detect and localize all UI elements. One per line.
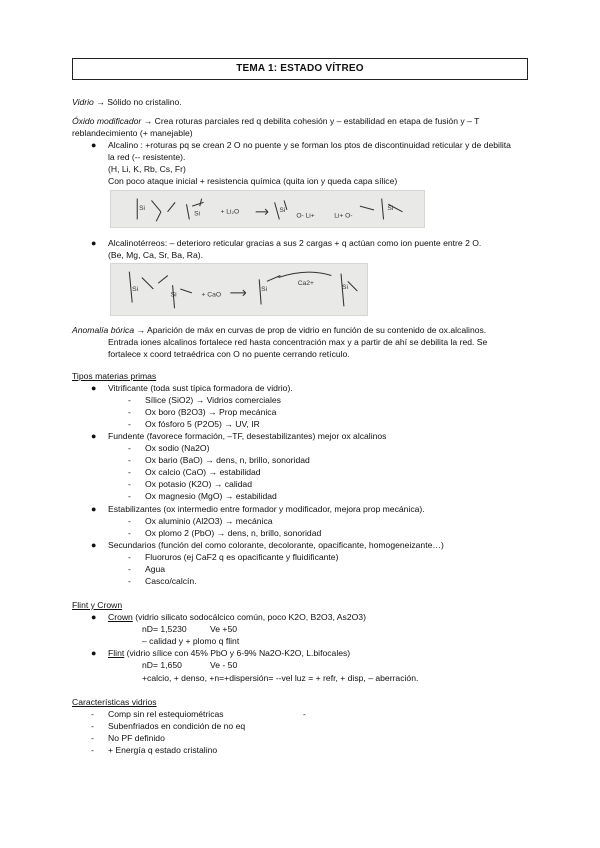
tipos-heading: Tipos materias primas bbox=[72, 371, 157, 381]
flint-line bbox=[108, 648, 350, 660]
vidrio-def: → Sólido no cristalino. bbox=[93, 97, 182, 107]
diagram1-label-e: O- Li+ bbox=[296, 212, 315, 220]
dash-marker: - bbox=[128, 455, 131, 465]
estabilizantes-line: Estabilizantes (ox intermedio entre formador y modificador, mejora prop mecánica). bbox=[108, 504, 425, 514]
caract-item: No PF definido bbox=[108, 733, 165, 743]
diagram1-label-c: + Li₂O bbox=[220, 208, 240, 216]
dash-marker: - bbox=[128, 443, 131, 453]
diagram-alcalinoterreos-svg bbox=[111, 264, 367, 315]
bullet-icon: ● bbox=[91, 648, 97, 658]
fundente-line: Fundente (favorece formación, –TF, desestabilizantes) mejor ox alcalinos bbox=[108, 431, 387, 441]
oxido-line-2: reblandecimiento (+ manejable) bbox=[72, 128, 193, 138]
secundarios-item: Agua bbox=[145, 564, 166, 574]
fundente-item: Ox magnesio (MgO) → estabilidad bbox=[145, 491, 277, 501]
diagram2-label-e: Ca2+ bbox=[297, 280, 314, 288]
dash-marker: - bbox=[128, 516, 131, 526]
anomalia-l1 bbox=[72, 325, 486, 337]
anomalia-l3: fortalece x coord tetraédrica con O no puente cerrando retículo. bbox=[108, 349, 350, 359]
diagram-alcalino-svg bbox=[111, 191, 424, 227]
dash-marker: - bbox=[128, 467, 131, 477]
dash-marker: - bbox=[128, 564, 131, 574]
anomalia-def: → Aparición de máx en curvas de prop de vidrio en función de su contenido de ox.alcalinos. bbox=[134, 325, 487, 335]
bullet-icon: ● bbox=[91, 612, 97, 622]
bullet-icon: ● bbox=[91, 238, 97, 248]
title-box bbox=[72, 58, 528, 80]
diagram2-label-a: Si bbox=[132, 285, 139, 293]
diagram1-label-a: Si bbox=[139, 204, 146, 212]
dash-marker: - bbox=[128, 491, 131, 501]
alcalinoterreos-l1: Alcalinotérreos: – deterioro reticular gracias a sus 2 cargas + q actúan como ion puente entre 2 O. bbox=[108, 238, 482, 248]
flint-desc: (vidrio sílice con 45% PbO y 6-9% Na2O-K2O, L.bifocales) bbox=[124, 648, 351, 658]
crown-term: Crown bbox=[108, 612, 133, 622]
flint-heading: Flint y Crown bbox=[72, 600, 123, 610]
flint-term: Flint bbox=[108, 648, 125, 658]
caract-item: + Energía q estado cristalino bbox=[108, 745, 218, 755]
crown-desc: (vidrio silicato sodocálcico común, poco K2O, B2O3, As2O3) bbox=[132, 612, 366, 622]
oxido-line-1 bbox=[72, 116, 479, 128]
handwritten-diagram-alcalino bbox=[110, 190, 425, 228]
bullet-icon: ● bbox=[91, 540, 97, 550]
dash-marker: - bbox=[128, 395, 131, 405]
diagram1-label-d: Si bbox=[279, 206, 286, 214]
dash-marker: - bbox=[128, 419, 131, 429]
alcalino-l2: la red (-- resistente). bbox=[108, 152, 186, 162]
crown-note: – calidad y + plomo q flint bbox=[142, 636, 240, 646]
dash-marker: - bbox=[128, 576, 131, 586]
dash-marker: - bbox=[128, 552, 131, 562]
anomalia-term: Anomalía bórica bbox=[72, 325, 135, 335]
flint-nd: nD= 1,650 bbox=[142, 660, 182, 670]
flint-note: +calcio, + denso, +n=+dispersión= --vel luz = + refr, + disp, – aberración. bbox=[142, 673, 419, 683]
bullet-icon: ● bbox=[91, 383, 97, 393]
vitrificante-line: Vitrificante (toda sust típica formadora de vidrio). bbox=[108, 383, 293, 393]
alcalinoterreos-l2: (Be, Mg, Ca, Sr, Ba, Ra). bbox=[108, 250, 204, 260]
fundente-item: Ox sodio (Na2O) bbox=[145, 443, 210, 453]
fundente-item: Ox calcio (CaO) → estabilidad bbox=[145, 467, 261, 477]
stray-dash: - bbox=[303, 709, 306, 719]
handwritten-diagram-alcalinoterreos bbox=[110, 263, 368, 316]
caract-item: Comp sin rel estequiométricas bbox=[108, 709, 224, 719]
secundarios-line: Secundarios (función del como colorante, decolorante, opacificante, homogeneizante…) bbox=[108, 540, 444, 550]
diagram2-label-f: Si bbox=[341, 284, 348, 292]
flint-ve: Ve - 50 bbox=[210, 660, 238, 670]
diagram1-label-b: Si bbox=[194, 210, 200, 218]
fundente-item: Ox bario (BaO) → dens, n, brillo, sonoridad bbox=[145, 455, 310, 465]
fundente-item: Ox potasio (K2O) → calidad bbox=[145, 479, 252, 489]
diagram2-label-c: + CaO bbox=[201, 291, 222, 299]
alcalino-l1: Alcalino : +roturas pq se crean 2 O no puente y se forman los ptos de discontinuidad reticular y de debilita bbox=[108, 140, 511, 150]
dash-marker: - bbox=[128, 479, 131, 489]
vitrificante-item: Sílice (SiO2) → Vidrios comerciales bbox=[145, 395, 281, 405]
estabilizantes-item: Ox aluminio (Al2O3) → mecánica bbox=[145, 516, 273, 526]
diagram2-label-b: Si bbox=[170, 291, 177, 299]
estabilizantes-item: Ox plomo 2 (PbO) → dens, n, brillo, sonoridad bbox=[145, 528, 322, 538]
crown-line bbox=[108, 612, 366, 624]
vidrio-term: Vidrio bbox=[72, 97, 94, 107]
crown-nd: nD= 1,5230 bbox=[142, 624, 187, 634]
bullet-icon: ● bbox=[91, 431, 97, 441]
vidrio-line bbox=[72, 97, 182, 109]
oxido-term: Óxido modificador bbox=[72, 116, 142, 126]
dash-marker: - bbox=[128, 528, 131, 538]
page-title: TEMA 1: ESTADO VÍTREO bbox=[236, 63, 364, 75]
bullet-icon: ● bbox=[91, 140, 97, 150]
alcalino-l4: Con poco ataque inicial + resistencia química (quita ion y queda capa sílice) bbox=[108, 176, 398, 186]
caract-heading: Características vidrios bbox=[72, 697, 157, 707]
caract-item: Subenfriados en condición de no eq bbox=[108, 721, 246, 731]
vitrificante-item: Ox fósforo 5 (P2O5) → UV, IR bbox=[145, 419, 260, 429]
crown-ve: Ve +50 bbox=[210, 624, 238, 634]
dash-marker: - bbox=[91, 745, 94, 755]
dash-marker: - bbox=[128, 407, 131, 417]
vitrificante-item: Ox boro (B2O3) → Prop mecánica bbox=[145, 407, 277, 417]
diagram2-label-d: Si bbox=[261, 285, 268, 293]
dash-marker: - bbox=[91, 709, 94, 719]
anomalia-l2: Entrada iones alcalinos fortalece red hasta concentración max y a partir de ahí se debilita la red. Se bbox=[108, 337, 488, 347]
secundarios-item: Casco/calcín. bbox=[145, 576, 197, 586]
alcalino-l3: (H, Li, K, Rb, Cs, Fr) bbox=[108, 164, 186, 174]
bullet-icon: ● bbox=[91, 504, 97, 514]
diagram1-label-f: Li+ O- bbox=[334, 212, 353, 220]
dash-marker: - bbox=[91, 721, 94, 731]
secundarios-item: Fluoruros (ej CaF2 q es opacificante y fluidificante) bbox=[145, 552, 339, 562]
dash-marker: - bbox=[91, 733, 94, 743]
oxido-def: → Crea roturas parciales red q debilita cohesión y – estabilidad en etapa de fusión y – T bbox=[141, 116, 480, 126]
diagram1-label-g: Si bbox=[387, 204, 394, 212]
